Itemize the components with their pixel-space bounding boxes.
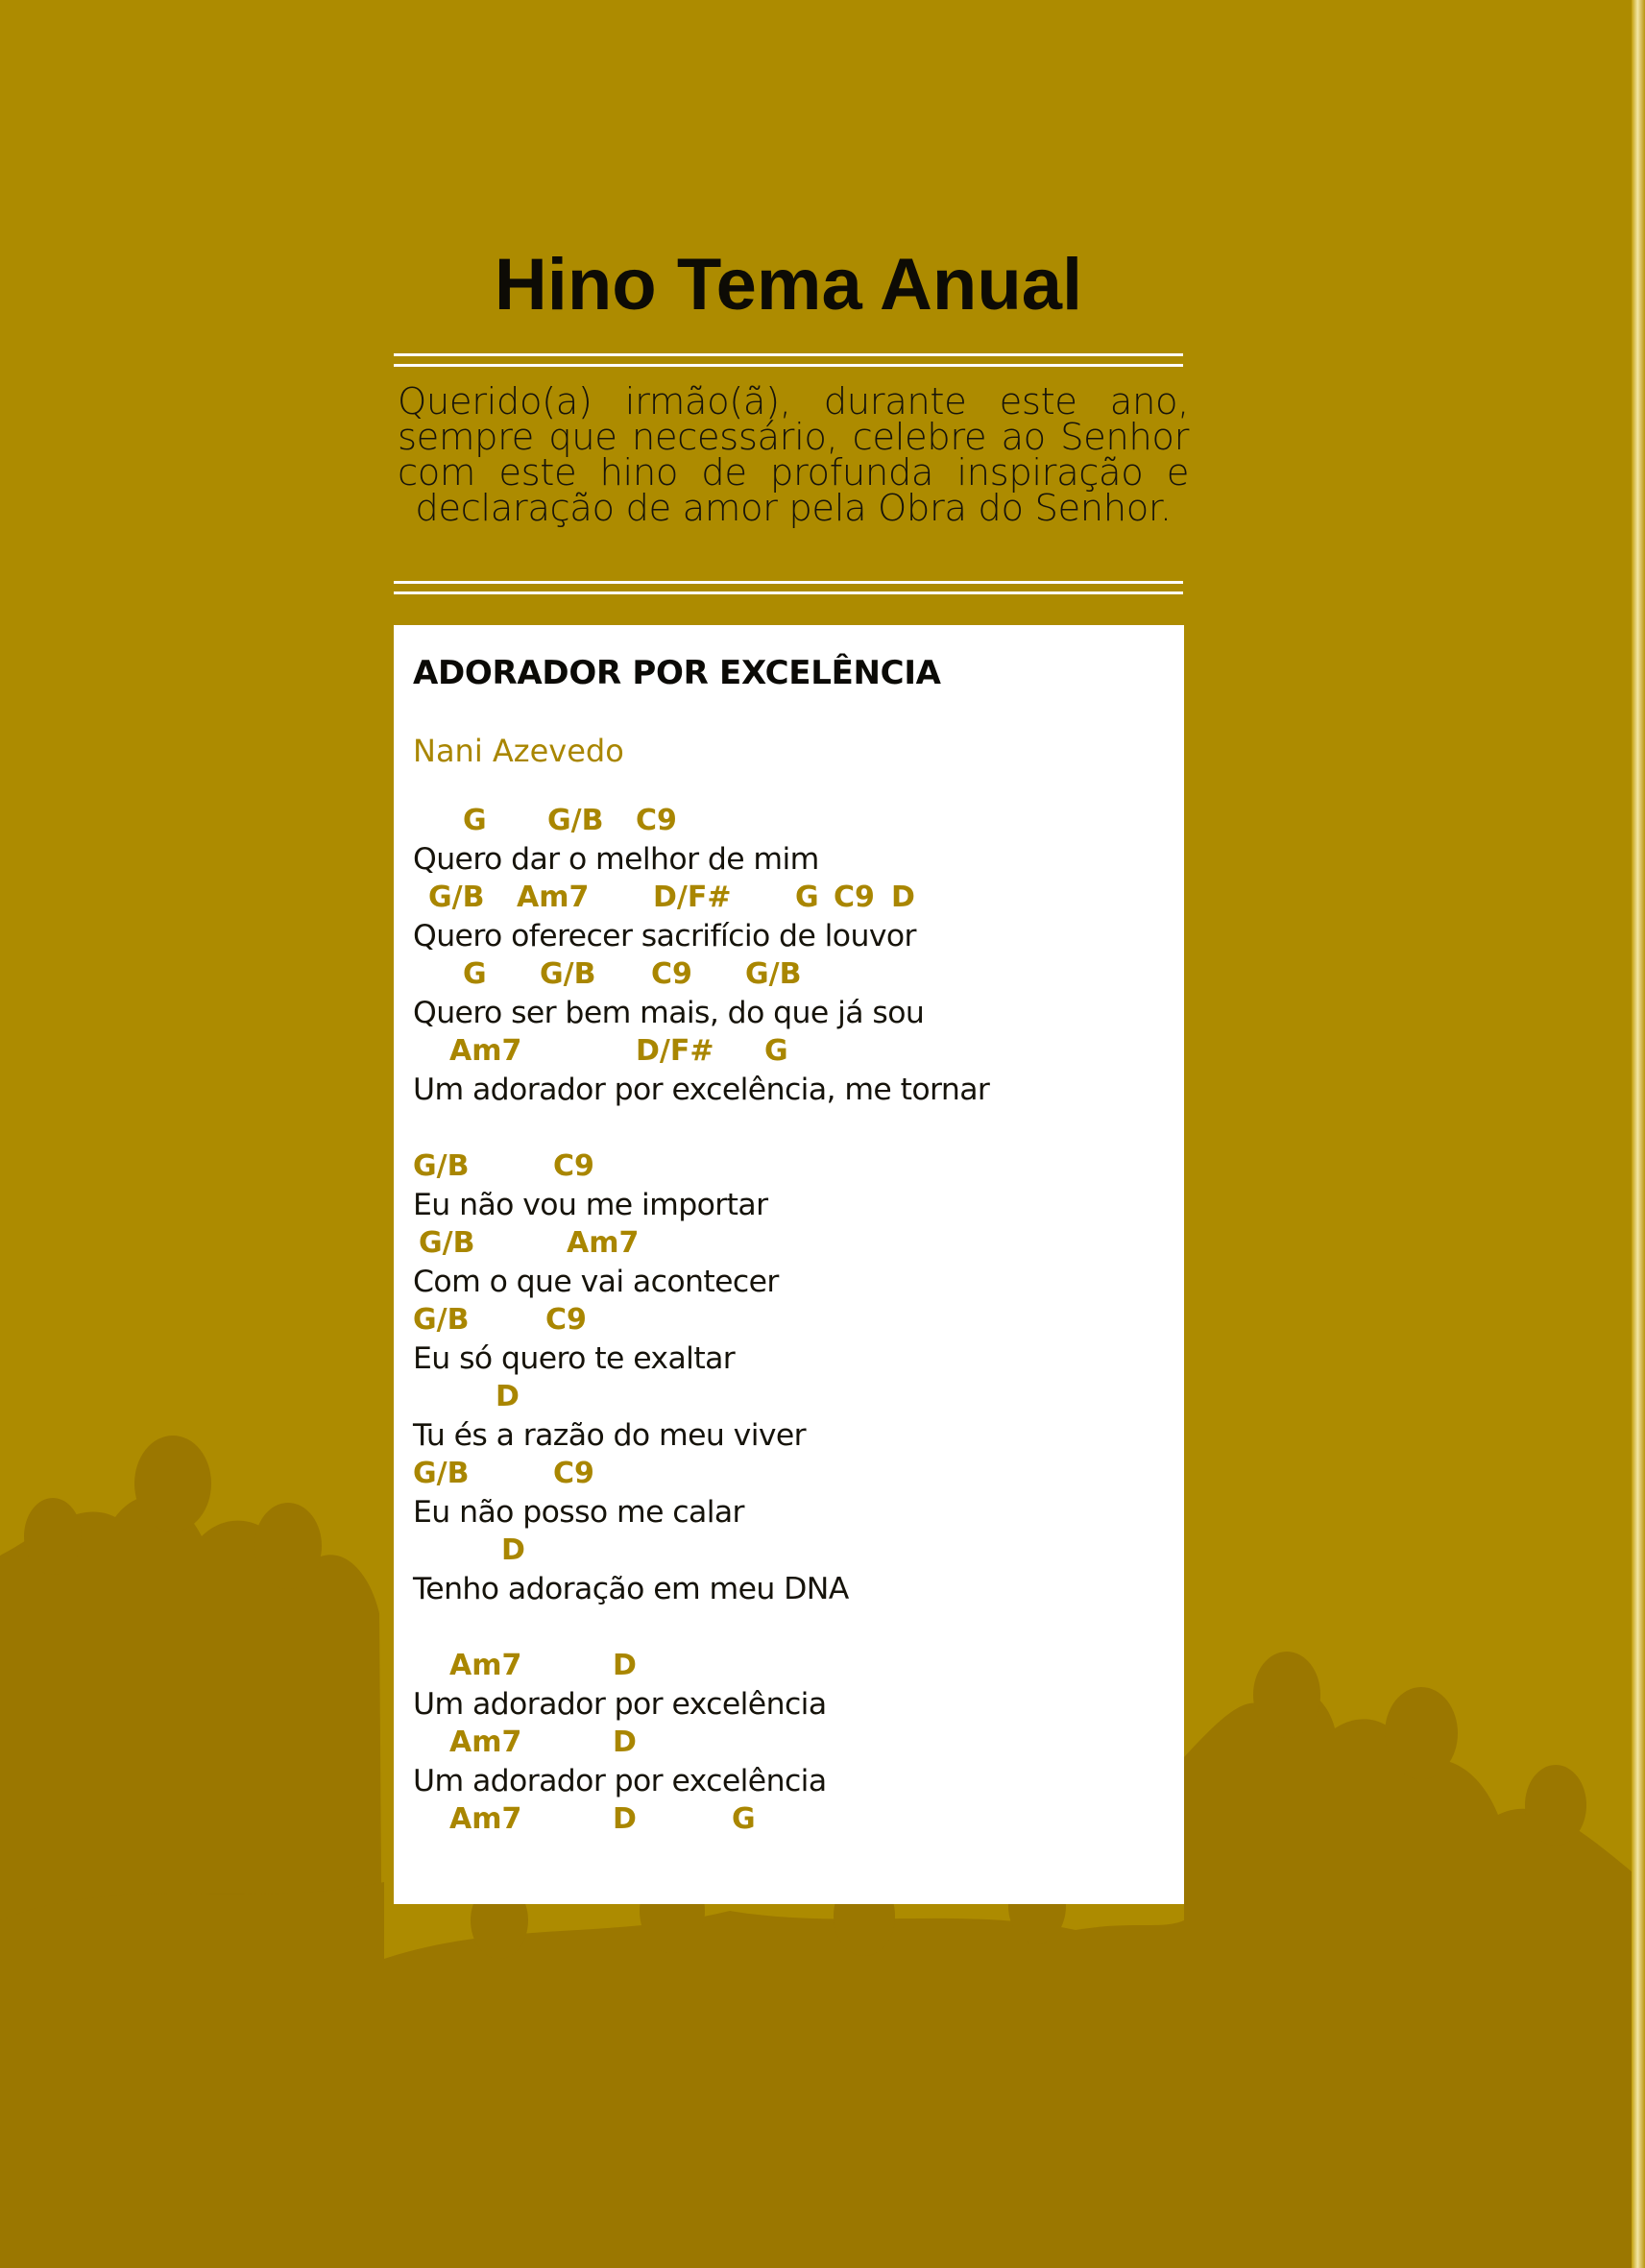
chord-label: D	[613, 1802, 637, 1836]
chord-label: C9	[834, 881, 875, 914]
chord-line	[413, 1532, 1172, 1570]
chord-line	[413, 1032, 1172, 1071]
chord-line	[413, 1647, 1172, 1685]
chord-line	[413, 802, 1172, 840]
double-divider-bottom	[394, 581, 1183, 594]
chord-label: G/B	[745, 957, 802, 991]
chord-sheet	[413, 802, 1172, 1839]
chord-label: G	[795, 881, 819, 914]
chord-label: G/B	[419, 1226, 475, 1260]
chord-label: Am7	[449, 1725, 522, 1759]
chord-label: D	[501, 1533, 525, 1567]
stanza-gap	[413, 1608, 1172, 1647]
chord-label: C9	[553, 1457, 594, 1490]
chord-line	[413, 1301, 1172, 1339]
right-edge-highlight	[1632, 0, 1645, 2268]
chord-label: C9	[651, 957, 692, 991]
chord-line	[413, 1224, 1172, 1263]
chord-label: C9	[636, 804, 677, 837]
chord-label: D	[891, 881, 915, 914]
chord-label: G/B	[413, 1303, 470, 1337]
lyric-line: Quero dar o melhor de mim	[413, 842, 819, 877]
double-divider-top	[394, 353, 1183, 367]
lyric-line: Quero oferecer sacrifício de louvor	[413, 919, 916, 953]
chord-label: G	[463, 804, 487, 837]
chord-line	[413, 1724, 1172, 1762]
chord-label: G/B	[413, 1457, 470, 1490]
lyric-line: Quero ser bem mais, do que já sou	[413, 996, 925, 1030]
lyric-line: Eu só quero te exaltar	[413, 1341, 736, 1376]
chord-label: D/F#	[636, 1034, 714, 1068]
chord-label: Am7	[449, 1649, 522, 1682]
chord-label: G/B	[540, 957, 596, 991]
chord-label: D	[613, 1725, 637, 1759]
chord-label: G/B	[547, 804, 604, 837]
chord-label: C9	[545, 1303, 587, 1337]
chord-label: Am7	[517, 881, 590, 914]
chord-label: G/B	[413, 1149, 470, 1183]
chord-label: C9	[553, 1149, 594, 1183]
lyric-line: Com o que vai acontecer	[413, 1265, 779, 1299]
chord-label: G	[732, 1802, 756, 1836]
chord-line	[413, 879, 1172, 917]
chord-line	[413, 1147, 1172, 1186]
chord-label: Am7	[449, 1802, 522, 1836]
chord-line	[413, 1455, 1172, 1493]
lyric-line: Tu és a razão do meu viver	[413, 1418, 807, 1453]
lyric-line: Tenho adoração em meu DNA	[413, 1572, 849, 1606]
song-sheet-card	[394, 625, 1184, 1904]
chord-label: Am7	[449, 1034, 522, 1068]
lyric-line: Um adorador por excelência	[413, 1687, 827, 1722]
lyric-line: Eu não posso me calar	[413, 1495, 744, 1530]
chord-label: G	[764, 1034, 788, 1068]
chord-label: G/B	[428, 881, 485, 914]
chord-line	[413, 1378, 1172, 1416]
chord-label: Am7	[567, 1226, 640, 1260]
chord-label: D	[613, 1649, 637, 1682]
song-author: Nani Azevedo	[413, 733, 624, 769]
song-title: ADORADOR POR EXCELÊNCIA	[413, 654, 941, 692]
page-title: Hino Tema Anual	[494, 244, 1083, 326]
lyric-line: Um adorador por excelência, me tornar	[413, 1073, 990, 1107]
stanza-gap	[413, 1109, 1172, 1147]
intro-paragraph: Querido(a) irmão(ã), durante este ano, sempre que necessário, celebre ao Senhor com este hino de profunda inspiração e declaração de amor pela Obra do Senhor.	[398, 380, 1189, 530]
lyric-line: Eu não vou me importar	[413, 1188, 768, 1222]
chord-line	[413, 955, 1172, 994]
chord-label: G	[463, 957, 487, 991]
lyric-line: Um adorador por excelência	[413, 1764, 827, 1798]
chord-label: D	[496, 1380, 520, 1413]
chord-line	[413, 1800, 1172, 1839]
chord-label: D/F#	[653, 881, 732, 914]
